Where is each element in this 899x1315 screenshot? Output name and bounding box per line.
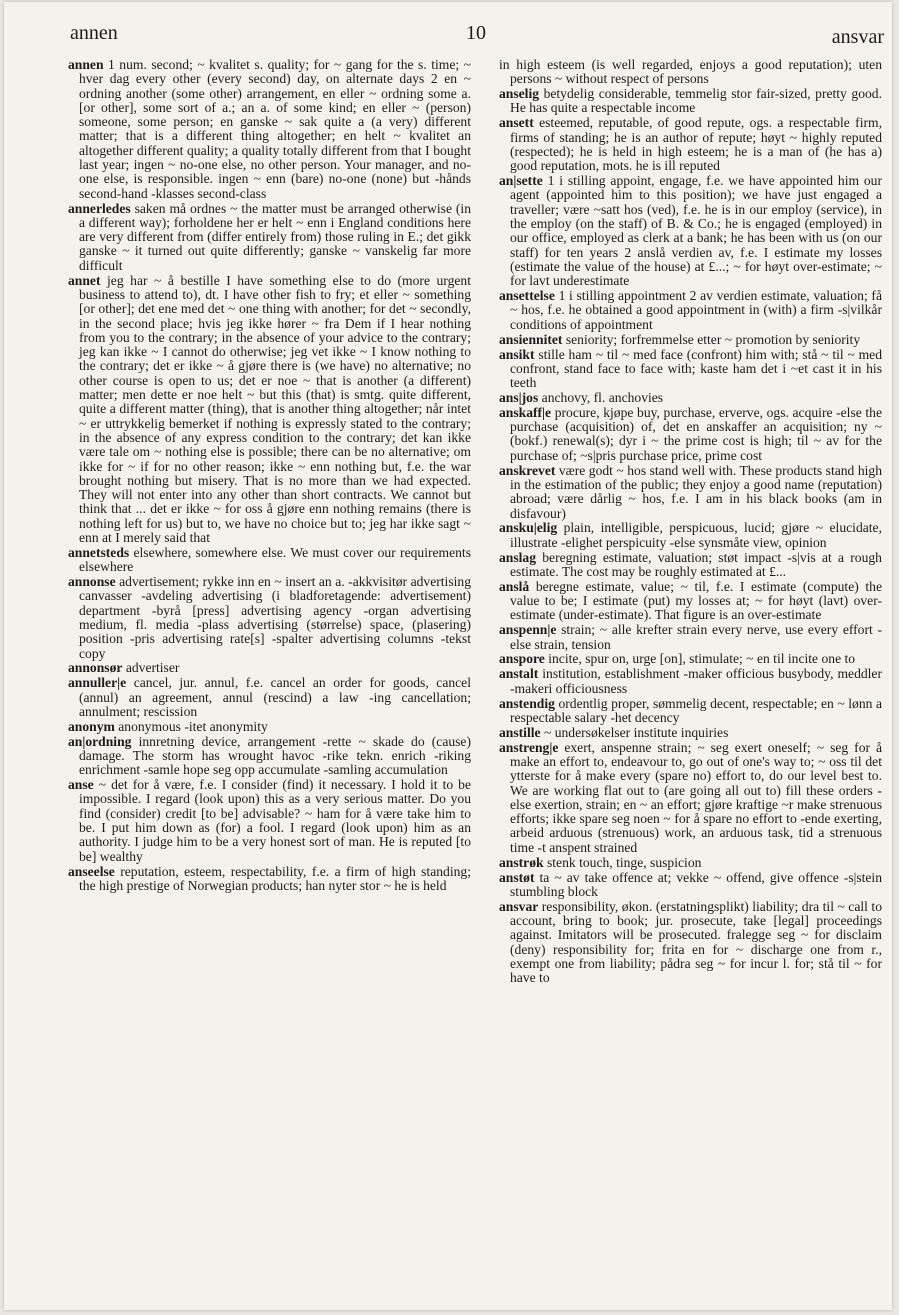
entry-definition: strain; ~ alle krefter strain every nerve, use every effort -else strain, tension <box>510 622 882 652</box>
dictionary-entry <box>499 464 882 521</box>
entry-headword: annonsør <box>68 660 123 676</box>
entry-headword: anskrevet <box>499 462 556 478</box>
entry-definition: reputation, esteem, respectability, f.e. a firm of high standing; the high prestige of Norwegian products; han nyter stor ~ he is held <box>79 863 471 893</box>
left-column <box>68 58 471 894</box>
entry-definition: beregne estimate, value; ~ til, f.e. I estimate (compute) the value to be; I estimate (put) my losses at; ~ for høyt (lavt) over-estimate (under-estimate). That figure is an over-estimate <box>510 578 882 623</box>
entry-definition: procure, kjøpe buy, purchase, erverve, ogs. acquire -else the purchase (acquisition) of, det en anskaffer an acquisition; ny ~ (bokf.) renewal(s); dyr i ~ the prime cost is high; til ~ av for the purchase of; ~s|pris purchase price, prime cost <box>510 404 882 463</box>
dictionary-entry <box>68 202 471 273</box>
dictionary-entry <box>68 676 471 719</box>
dictionary-entry <box>499 116 882 173</box>
entry-definition: institution, establishment -maker officious busybody, meddler -makeri officiousness <box>510 666 882 696</box>
dictionary-entry <box>499 856 882 870</box>
entry-headword: anspore <box>499 651 545 667</box>
entry-headword: ansikt <box>499 346 535 362</box>
entry-headword: anstille <box>499 724 541 740</box>
dictionary-entry <box>499 406 882 463</box>
entry-headword: anstøt <box>499 869 535 885</box>
entry-definition: plain, intelligible, perspicuous, lucid; gjøre ~ elucidate, illustrate -elighet perspicuity -else synsmåte view, opinion <box>510 520 882 550</box>
entry-definition: ta ~ av take offence at; vekke ~ offend, give offence -s|stein stumbling block <box>510 869 883 899</box>
dictionary-entry <box>499 58 882 87</box>
entry-definition: in high esteem (is well regarded, enjoys a good reputation); uten persons ~ without respect of persons <box>499 57 882 87</box>
dictionary-entry <box>499 333 882 347</box>
entry-definition: advertisement; rykke inn en ~ insert an a. -akkvisitør advertising canvasser -avdeling advertising (i bladforetagende: advertisement) department -byrå [press] advertising agency -organ advertising medium, fl. media -plass advertising (størrelse) space, (plasering) position -pris advertising rate[s] -spalter advertising columns -tekst copy <box>79 574 471 661</box>
entry-definition: saken må ordnes ~ the matter must be arranged otherwise (in a different way); forholdene her er helt ~ enn i England conditions here are very different from (differ entirely from) those ruling in E.; det gikk ganske ~ it turned out quite differently; ganske ~ vanskelig far more difficult <box>79 200 471 273</box>
dictionary-entry <box>499 900 882 986</box>
entry-headword: anselig <box>499 86 540 102</box>
page-number: 10 <box>466 22 486 44</box>
dictionary-entry <box>499 741 882 855</box>
entry-definition: stille ham ~ til ~ med face (confront) him with; stå ~ til ~ med confront, stand face to face with; kaste ham det i ~et cast it in his teeth <box>510 346 882 391</box>
entry-definition: ~ det for å være, f.e. I consider (find) it necessary. I hold it to be impossible. I regard (look upon) this as a very serious matter. Do you find (consider) credit [to be] advisable? ~ ham for å være take him to be. I put him down as (for) a fool. I regard (look upon) him as an authority. I judge him to be a very honest sort of man. He is reputed [to be] wealthy <box>79 777 471 864</box>
entry-definition: advertiser <box>125 660 180 676</box>
entry-definition: 1 num. second; ~ kvalitet s. quality; for ~ gang for the s. time; ~ hver dag every other (every second) day, on alternate days 2 en ~ ordning another (some other) arrangement, en eller ~ ordning some a. [or other], some sort of a.; an a. of some kind; en eller ~ (person) someone, some person; en ganske ~ sak quite a (a very) different matter; that is a different thing altogether; en helt ~ kvalitet an altogether different quality; a quality totally different from that I bought last year; ingen ~ no-one else, no other person. Your manager, and no-one else, is responsible. ingen ~ enn (bare) no-one (none) but -hånds second-hand -klasses second-class <box>79 57 471 201</box>
dictionary-entry <box>499 87 882 116</box>
entry-definition: jeg har ~ å bestille I have something else to do (more urgent business to attend to), dt. I have other fish to fry; et eller ~ something [or other]; det ene med det ~ one thing with another; for det ~ secondly, in the second place; hvis jeg ikke hører ~ fra Dem if I hear nothing from you to the contrary; in the absence of your advice to the contrary; jeg kan ikke ~ I cannot do otherwise; jeg vet ikke ~ I know nothing to the contrary; det er ikke ~ å gjøre there is (we have) no alternative; no other course is open to us; det er noe ~ that is another (a different) matter; men dette er noe helt ~ but this (that) is smtg. quite different, quite a different matter (thing), that is another thing altogether; når intet ~ er uttrykkelig bemerket if nothing is expressly stated to the contrary; in the absence of any express condition to the contrary; det kan ikke være tale om ~ nothing else is possible; there can be no alternative; om ikke for ~ if for no other reason; ikke ~ enn nothing but, f.e. the war brought nothing but misery. That is no more than we had expected. They will not enter into any other than short contracts. We cannot but think that ... det er ikke ~ for oss å gjøre enn nothing remains (there is nothing left for us) but to, we have no choice but to; jeg har ikke sagt ~ enn at I merely said that <box>79 272 471 545</box>
entry-headword: ansiennitet <box>499 331 563 347</box>
entry-headword: anstalt <box>499 666 539 682</box>
dictionary-entry <box>68 865 471 894</box>
entry-headword: annet <box>68 272 101 288</box>
entry-definition: anonymous -itet anonymity <box>118 718 268 734</box>
entry-headword: anslag <box>499 549 537 565</box>
entry-definition: anchovy, fl. anchovies <box>541 389 664 405</box>
entry-definition: responsibility, økon. (erstatningsplikt) liability; dra til ~ call to account, bring to book; jur. prosecute, take [legal] proceedings against. Imitators will be prosecuted. fralegge seg ~ for disclaim (deny) responsibility for; frita en for ~ discharge one from r., exempt one from liability; pådra seg ~ for incur l. for; stå til ~ for have to <box>510 898 882 986</box>
entry-headword: annen <box>68 57 104 72</box>
dictionary-entry <box>68 58 471 201</box>
entry-headword: ansvar <box>499 898 539 914</box>
entry-headword: anstreng|e <box>499 739 559 755</box>
entry-headword: an|ordning <box>68 733 132 749</box>
dictionary-entry <box>499 667 882 696</box>
entry-headword: anonym <box>68 718 115 734</box>
dictionary-entry <box>499 289 882 332</box>
dictionary-entry <box>499 174 882 288</box>
entry-definition: beregning estimate, valuation; støt impact -s|vis at a rough estimate. The cost may be roughly estimated at £... <box>510 549 882 579</box>
dictionary-entry <box>499 521 882 550</box>
dictionary-entry <box>68 274 471 546</box>
dictionary-entry <box>499 580 882 623</box>
entry-headword: ansku|elig <box>499 520 558 536</box>
entry-definition: innretning device, arrangement -rette ~ skade do (cause) damage. The storm has wrought havoc -rike tekn. enrich -riking enrichment -samle hope seg opp accumulate -samling accumulation <box>79 733 471 778</box>
page-header <box>4 22 892 52</box>
dictionary-entry <box>499 623 882 652</box>
dictionary-entry <box>68 735 471 778</box>
entry-headword: ansett <box>499 115 534 131</box>
right-column <box>499 58 882 986</box>
entry-definition: incite, spur on, urge [on], stimulate; ~ en til incite one to <box>548 651 856 667</box>
right-guide-word: ansvar <box>831 26 884 48</box>
dictionary-entry <box>499 551 882 580</box>
dictionary-entry <box>499 391 882 405</box>
dictionary-entry <box>68 720 471 734</box>
dictionary-entry <box>68 575 471 661</box>
entry-definition: stenk touch, tinge, suspicion <box>546 854 702 870</box>
entry-definition: exert, anspenne strain; ~ seg exert oneself; ~ seg for å make an effort to, endeavour to, go out of one's way to; ~ oss til det ytterste for å make every (spare no) effort to, do our level best to. We are working flat out to (are going all out to) fill these orders -else exertion, strain; en ~ an effort; gjøre kraftige ~r make strenuous efforts; ikke spare seg noen ~ for å spare no effort to -ende exerting, arbeid arduous (strenuous) work, an arduous task, tid a strenuous time -t anspent strained <box>510 739 882 855</box>
entry-definition: 1 i stilling appointment 2 av verdien estimate, valuation; få ~ hos, f.e. he obtained a good appointment in (with) a firm -s|vilkår conditions of appointment <box>510 288 882 332</box>
dictionary-entry <box>499 697 882 726</box>
dictionary-entry <box>499 726 882 740</box>
entry-definition: ordentlig proper, sømmelig decent, respectable; en ~ lønn a respectable salary -het decency <box>510 695 882 725</box>
entry-headword: anstrøk <box>499 854 544 870</box>
entry-headword: annonse <box>68 574 116 590</box>
entry-headword: anse <box>68 777 94 793</box>
entry-definition: cancel, jur. annul, f.e. cancel an order for goods, cancel (annul) an agreement, annul (rescind) a law -ing cancellation; annulment; rescission <box>79 675 471 719</box>
entry-headword: ans|jos <box>499 389 539 405</box>
entry-headword: anseelse <box>68 863 115 879</box>
entry-headword: an|sette <box>499 173 543 189</box>
entry-definition: være godt ~ hos stand well with. These products stand high in the estimation of the public; they enjoy a good name (reputation) abroad; være dårlig ~ hos, f.e. I am in his black books (am in disfavour) <box>510 462 882 521</box>
entry-headword: annerledes <box>68 200 131 216</box>
entry-definition: elsewhere, somewhere else. We must cover our requirements elsewhere <box>79 544 472 575</box>
entry-headword: annetsteds <box>68 544 130 560</box>
dictionary-entry <box>68 546 471 575</box>
entry-headword: ansettelse <box>499 288 555 304</box>
dictionary-entry <box>68 661 471 675</box>
left-guide-word: annen <box>70 22 118 44</box>
entry-headword: anslå <box>499 578 530 594</box>
entry-definition: ~ undersøkelser institute inquiries <box>543 724 729 740</box>
entry-definition: 1 i stilling appoint, engage, f.e. we have appointed him our agent (appointed him to this position); we have just engaged a traveller; være ~satt hos (ved), f.e. he is in our employ (service), in the employ (on the staff) of B. & Co.; he is engaged (employed) in our office, employed as clerk at a bank; he has been with us (on our staff) for ten years 2 anslå verdien av, f.e. I estimate my losses (estimate the value of the house) at £...; ~ for høyt over-estimate; ~ for lavt underestimate <box>510 173 882 289</box>
entry-definition: betydelig considerable, temmelig stor fair-sized, pretty good. He has quite a respectable income <box>510 86 882 116</box>
dictionary-entry <box>68 778 471 864</box>
entry-definition: seniority; forfremmelse etter ~ promotion by seniority <box>565 331 861 347</box>
entry-headword: anskaff|e <box>499 404 552 420</box>
dictionary-entry <box>499 871 882 900</box>
entry-headword: annuller|e <box>68 675 127 691</box>
dictionary-entry <box>499 652 882 666</box>
entry-headword: anstendig <box>499 695 555 711</box>
entry-headword: anspenn|e <box>499 622 557 638</box>
entry-definition: esteemed, reputable, of good repute, ogs. a respectable firm, firms of standing; he is an author of repute; høyt ~ highly reputed (respected); he is held in high esteem; he is a man of (he has a) good reputation, mots. he is ill reputed <box>510 115 882 174</box>
dictionary-page <box>4 2 892 1310</box>
dictionary-entry <box>499 348 882 391</box>
